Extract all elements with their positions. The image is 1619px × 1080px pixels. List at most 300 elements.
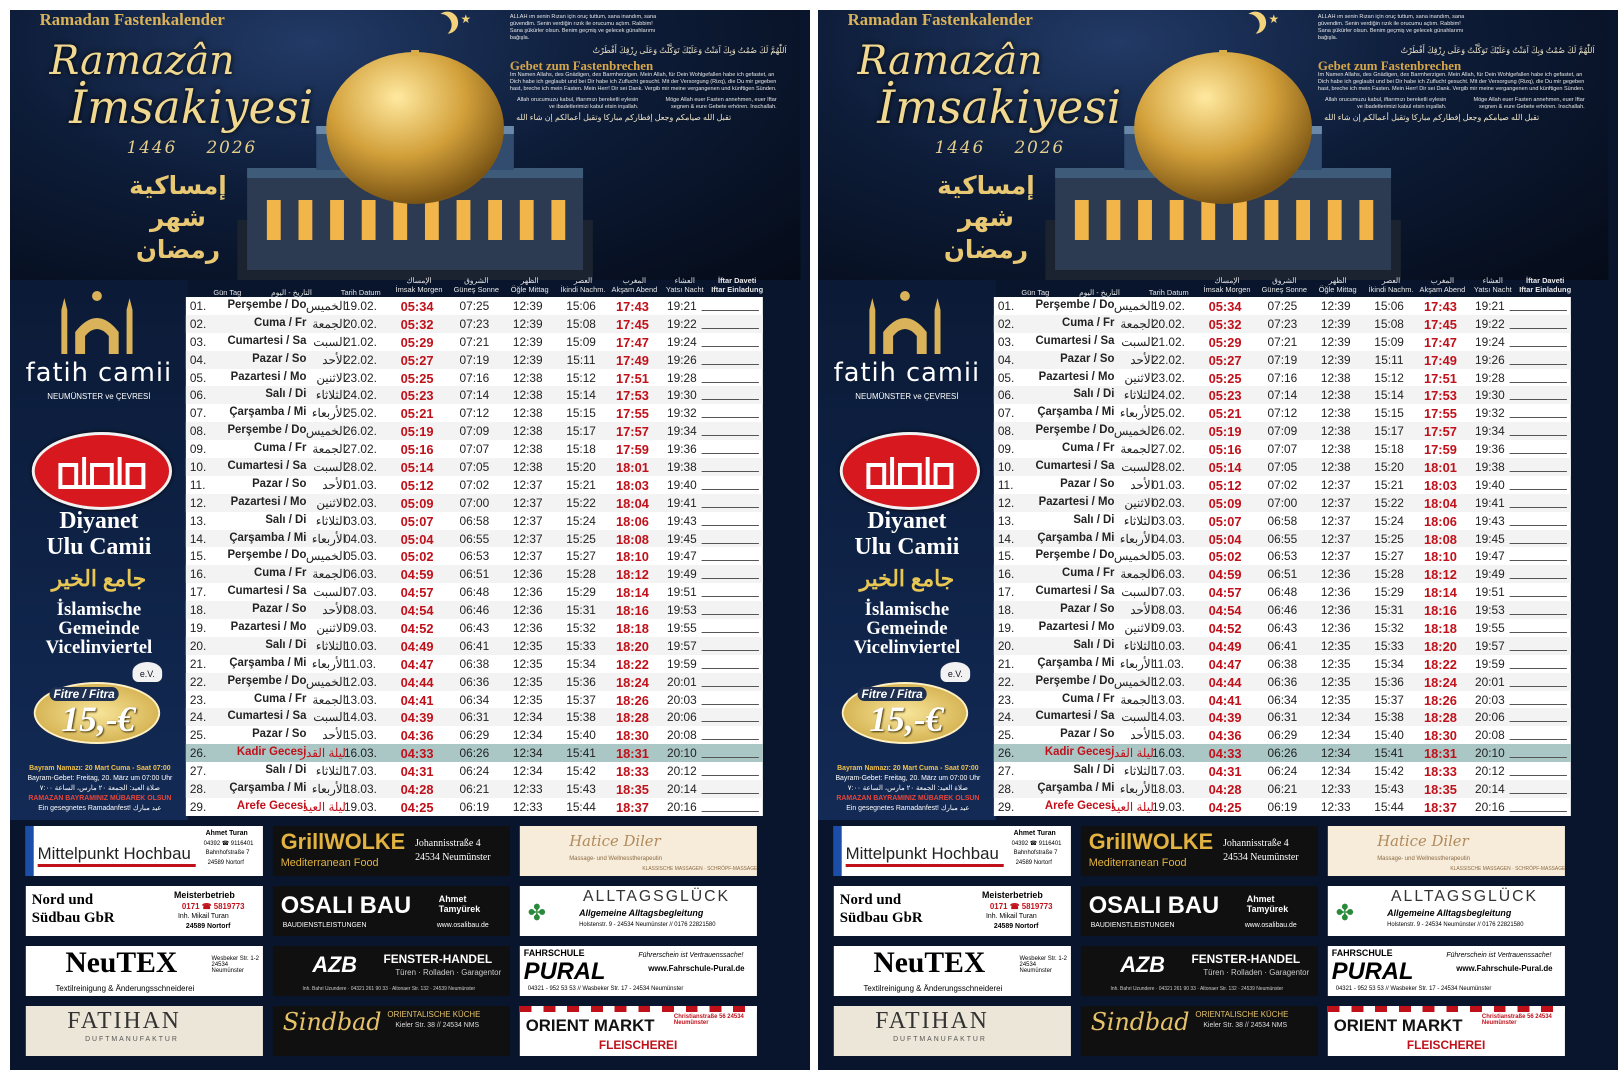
- cell-imsak: 04:52: [400, 621, 434, 637]
- note-greeting-de: Ein gesegnetes Ramadanfest! عيد مبارك: [38, 805, 162, 812]
- table-row: [186, 530, 763, 548]
- cell-yatsi: 20:01: [667, 674, 697, 689]
- cell-aksam: 18:20: [1424, 638, 1457, 654]
- cell-yatsi: 19:22: [1475, 316, 1505, 331]
- cell-aksam: 17:47: [1424, 334, 1457, 350]
- col-imsak: [1199, 276, 1254, 294]
- crescent-moon-icon: [427, 11, 455, 39]
- cell-yatsi: 20:16: [667, 799, 697, 814]
- cell-ogle: 12:38: [512, 388, 543, 403]
- table-row: [186, 798, 763, 816]
- iftar-invitation-line: [1510, 328, 1567, 329]
- cell-ikindi: 15:21: [566, 477, 596, 492]
- cell-yatsi: 19:53: [1475, 603, 1505, 618]
- note-bayram-de: Bayram-Gebet: Freitag, 20. März um 07:00 Uhr: [835, 775, 981, 782]
- cell-yatsi: 19:57: [1475, 638, 1505, 653]
- cell-gunes: 06:29: [1267, 728, 1298, 743]
- table-row: [994, 744, 1571, 762]
- cell-ikindi: 15:21: [1374, 477, 1404, 492]
- ad6-sub: Allgemeine Alltagsbegleitung: [579, 908, 704, 918]
- table-row: [186, 744, 763, 762]
- cell-day-ar: الثلاثاء: [315, 764, 346, 779]
- fitre-badge: [842, 682, 968, 744]
- ad8-name: AZB: [312, 952, 358, 977]
- cell-day: Cumartesi / Sa: [1035, 710, 1115, 723]
- cell-imsak: 05:19: [400, 424, 434, 440]
- cell-ikindi: 15:37: [566, 692, 596, 707]
- cell-yatsi: 19:59: [1475, 656, 1505, 671]
- cell-gunes: 06:24: [1267, 764, 1298, 779]
- bayram-notes: [820, 764, 996, 814]
- cell-num: 23.: [189, 692, 207, 707]
- cell-yatsi: 19:47: [1475, 549, 1505, 564]
- ad-grillwolke: [1081, 826, 1318, 876]
- ad6-addr: Holstenstr. 9 - 24534 Neumünster // 0176 22821580: [1387, 922, 1524, 928]
- cell-num: 26.: [997, 746, 1015, 761]
- ad5-person: Ahmet Tamyürek: [438, 894, 481, 914]
- table-row: [186, 691, 763, 709]
- iftar-invitation-line: [1510, 543, 1567, 544]
- cell-day-ar: الثلاثاء: [315, 388, 346, 403]
- col-tarih: Tarih Datum: [340, 288, 381, 297]
- cell-date: 08.03.: [1151, 603, 1185, 618]
- iftar-invitation-line: [1510, 578, 1567, 579]
- cell-date: 27.02.: [1151, 442, 1185, 457]
- ad1-name: Mittelpunkt Hochbau: [37, 844, 191, 863]
- cell-gunes: 07:14: [459, 388, 490, 403]
- org2-name: [10, 600, 188, 657]
- ad3-name: Hatice Diler: [1377, 832, 1469, 850]
- cell-date: 17.03.: [343, 764, 377, 779]
- title-ramazan: Ramazân: [49, 38, 235, 84]
- cell-ogle: 12:37: [1320, 495, 1351, 510]
- cell-gunes: 07:07: [459, 442, 490, 457]
- cell-gunes: 06:31: [1267, 710, 1298, 725]
- cell-aksam: 18:04: [616, 495, 649, 511]
- ad2-name: GrillWOLKE: [1088, 829, 1214, 854]
- cell-ogle: 12:39: [512, 334, 543, 349]
- cell-gunes: 07:23: [459, 316, 490, 331]
- cell-aksam: 18:24: [1424, 674, 1457, 690]
- cell-aksam: 18:33: [616, 764, 649, 780]
- cell-day: Kadir Gecesi: [1044, 746, 1115, 759]
- col-yatsi-ar: العشاء: [674, 276, 695, 285]
- table-row: [186, 494, 763, 512]
- cell-day-ar: الأحد: [322, 477, 346, 492]
- mosque-location: NEUMÜNSTER ve ÇEVRESİ: [47, 392, 151, 401]
- ad4-owner: Inh. Mikail Turan: [985, 913, 1037, 920]
- ad4-owner: Inh. Mikail Turan: [177, 913, 229, 920]
- cell-gunes: 06:38: [1267, 656, 1298, 671]
- cell-day: Çarşamba / Mi: [229, 656, 307, 669]
- ev-badge: e.V.: [133, 662, 163, 682]
- cell-day-ar: الأربعاء: [311, 656, 346, 671]
- cell-ikindi: 15:40: [566, 728, 596, 743]
- cell-date: 16.03.: [1151, 746, 1185, 761]
- ad-fahrschule-pural: [520, 946, 757, 996]
- cell-imsak: 05:07: [400, 513, 434, 529]
- title-ramazan: Ramazân: [857, 38, 1043, 84]
- cell-gunes: 06:19: [459, 799, 490, 814]
- ad7-name: NeuTEX: [873, 946, 986, 979]
- cell-day-ar: الجمعة: [1120, 316, 1154, 331]
- col-aksam-label: Akşam Abend: [611, 285, 658, 294]
- arabic-title-line1: إمساكية: [937, 171, 1035, 200]
- ad4-name2: Südbau GbR: [839, 910, 923, 926]
- cell-ogle: 12:34: [1320, 710, 1351, 725]
- table-row: [186, 619, 763, 637]
- cell-gunes: 07:21: [459, 334, 490, 349]
- iftar-invitation-line: [702, 811, 759, 812]
- ad5-sub: BAUDIENSTLEISTUNGEN: [1090, 922, 1175, 929]
- ad2-name: GrillWOLKE: [280, 829, 406, 854]
- ad9-title: FAHRSCHULE: [1331, 948, 1393, 958]
- cell-imsak: 05:09: [1208, 495, 1242, 511]
- cell-num: 17.: [189, 585, 207, 600]
- table-row: [994, 494, 1571, 512]
- org-name-arabic: جامع الخير: [51, 566, 147, 591]
- cell-date: 19.03.: [343, 799, 377, 814]
- cell-imsak: 05:09: [400, 495, 434, 511]
- cell-day: Pazartesi / Mo: [230, 370, 307, 383]
- cell-yatsi: 19:36: [667, 442, 697, 457]
- cell-num: 17.: [997, 585, 1015, 600]
- ad12-addr: Christianstraße 56 24534 Neumünster: [1481, 1014, 1552, 1026]
- cell-ikindi: 15:36: [1374, 674, 1404, 689]
- cell-num: 14.: [189, 531, 207, 546]
- cell-day: Arefe Gecesi: [236, 799, 307, 812]
- cell-day-ar: الاثنين: [316, 621, 346, 636]
- cell-aksam: 18:18: [1424, 621, 1457, 637]
- cell-ogle: 12:36: [1320, 621, 1351, 636]
- cell-ogle: 12:37: [1320, 531, 1351, 546]
- cell-imsak: 04:36: [400, 728, 434, 744]
- table-row: [994, 530, 1571, 548]
- iftar-invitation-line: [1510, 489, 1567, 490]
- cell-ikindi: 15:32: [1374, 621, 1404, 636]
- table-row: [186, 762, 763, 780]
- ad-hatice-diler: [520, 826, 757, 876]
- cell-ogle: 12:37: [1320, 477, 1351, 492]
- table-row: [186, 547, 763, 565]
- cell-ogle: 12:38: [1320, 424, 1351, 439]
- table-row: [994, 297, 1571, 315]
- cell-ogle: 12:36: [512, 585, 543, 600]
- cell-day: Cuma / Fr: [1061, 442, 1115, 455]
- cell-day: Kadir Gecesi: [236, 746, 307, 759]
- cell-num: 29.: [189, 799, 207, 814]
- cell-aksam: 18:14: [1424, 585, 1457, 601]
- cell-ikindi: 15:43: [1374, 782, 1404, 797]
- cell-ogle: 12:38: [1320, 460, 1351, 475]
- cell-ikindi: 15:18: [566, 442, 596, 457]
- ad8-owner: Inh. Bahri Uzundere · 04321 261 90 33 · Altonaer Str. 132 · 24539 Neumünster: [302, 986, 476, 992]
- table-row: [186, 315, 763, 333]
- cell-day: Salı / Di: [1073, 513, 1115, 526]
- cell-num: 13.: [997, 513, 1015, 528]
- cell-ogle: 12:34: [512, 764, 543, 779]
- cell-ogle: 12:36: [1320, 585, 1351, 600]
- cell-day: Pazar / So: [252, 477, 307, 490]
- cell-day: Cumartesi / Sa: [227, 460, 307, 473]
- col-ogle-label: Öğle Mittag: [510, 285, 549, 294]
- col-tarih-ar: التاريخ - اليوم: [1079, 288, 1120, 297]
- table-row: [186, 565, 763, 583]
- cell-day-ar: الأربعاء: [1119, 406, 1154, 421]
- cell-day-ar: الأربعاء: [1119, 656, 1154, 671]
- cell-date: 26.02.: [1151, 424, 1185, 439]
- ad9-title: FAHRSCHULE: [523, 948, 585, 958]
- ad7-sub: Textilreinigung & Änderungsschneiderei: [863, 984, 1003, 993]
- cell-aksam: 17:45: [1424, 316, 1457, 332]
- cell-imsak: 04:54: [1208, 603, 1242, 619]
- org-name-line1: Diyanet: [59, 508, 139, 534]
- cell-day: Pazartesi / Mo: [1038, 621, 1115, 634]
- cell-aksam: 17:59: [1424, 442, 1457, 458]
- fitre-value: 15,-€: [869, 699, 944, 739]
- cell-yatsi: 19:30: [667, 388, 697, 403]
- cell-date: 12.03.: [343, 674, 377, 689]
- cell-day-ar: الاثنين: [1124, 621, 1154, 636]
- cell-date: 10.03.: [343, 638, 377, 653]
- cell-imsak: 05:21: [400, 406, 434, 422]
- cell-aksam: 17:57: [616, 424, 649, 440]
- cell-day: Salı / Di: [1073, 388, 1115, 401]
- cell-day: Pazartesi / Mo: [1038, 495, 1115, 508]
- ad9-name: PURAL: [1331, 958, 1414, 985]
- ad7-name: NeuTEX: [65, 946, 178, 979]
- cell-yatsi: 19:26: [667, 352, 697, 367]
- fitre-value: 15,-€: [61, 699, 136, 739]
- ad4-title: Meisterbetrieb: [982, 890, 1043, 900]
- cell-imsak: 05:27: [400, 352, 434, 368]
- iftar-invitation-line: [702, 560, 759, 561]
- cell-yatsi: 19:34: [667, 424, 697, 439]
- cell-yatsi: 20:06: [1475, 710, 1505, 725]
- cell-ikindi: 15:15: [566, 406, 596, 421]
- table-row: [186, 512, 763, 530]
- cell-day: Çarşamba / Mi: [1037, 531, 1115, 544]
- cell-gunes: 06:48: [1267, 585, 1298, 600]
- cell-day-ar: الاثنين: [316, 370, 346, 385]
- iftar-invitation-line: [1510, 793, 1567, 794]
- cell-aksam: 18:08: [1424, 531, 1457, 547]
- cell-day-ar: الأحد: [322, 352, 346, 367]
- cell-date: 27.02.: [343, 442, 377, 457]
- cell-day-ar: السبت: [313, 585, 346, 600]
- cell-ogle: 12:39: [1320, 334, 1351, 349]
- iftar-invitation-line: [1510, 686, 1567, 687]
- cell-ikindi: 15:38: [1374, 710, 1404, 725]
- cell-date: 22.02.: [1151, 352, 1185, 367]
- cell-ikindi: 15:34: [566, 656, 596, 671]
- ad-hatice-diler: [1328, 826, 1565, 876]
- cell-day: Salı / Di: [1073, 764, 1115, 777]
- cell-ogle: 12:34: [1320, 764, 1351, 779]
- cell-yatsi: 19:36: [1475, 442, 1505, 457]
- cell-ikindi: 15:28: [1374, 567, 1404, 582]
- cell-gunes: 06:34: [1267, 692, 1298, 707]
- cell-ikindi: 15:14: [566, 388, 596, 403]
- cell-day: Cuma / Fr: [253, 567, 307, 580]
- ad10-sub: DUFTMANUFAKTUR: [893, 1036, 987, 1043]
- cell-aksam: 18:20: [616, 638, 649, 654]
- cell-gunes: 07:19: [459, 352, 490, 367]
- cell-aksam: 17:51: [1424, 370, 1457, 386]
- cell-ikindi: 15:41: [1374, 746, 1404, 761]
- cell-num: 04.: [189, 352, 207, 367]
- cell-num: 12.: [189, 495, 207, 510]
- ad-neutex: [834, 946, 1071, 996]
- cell-day: Cumartesi / Sa: [1035, 334, 1115, 347]
- ad12-name: ORIENT MARKT: [1333, 1016, 1463, 1035]
- iftar-invitation-line: [1510, 471, 1567, 472]
- ad8-owner: Inh. Bahri Uzundere · 04321 261 90 33 · Altonaer Str. 132 · 24539 Neumünster: [1110, 986, 1284, 992]
- cell-yatsi: 19:45: [667, 531, 697, 546]
- iftar-invitation-line: [1510, 417, 1567, 418]
- cell-ikindi: 15:25: [566, 531, 596, 546]
- cell-aksam: 18:18: [616, 621, 649, 637]
- ad1-city: 24589 Nortorf: [207, 860, 244, 866]
- col-ogle-ar: الظهر: [520, 276, 539, 285]
- cell-num: 28.: [189, 782, 207, 797]
- cell-date: 05.03.: [343, 549, 377, 564]
- cell-num: 20.: [189, 638, 207, 653]
- fitre-badge: [34, 682, 160, 744]
- iftar-invitation-line: [1510, 632, 1567, 633]
- cell-aksam: 18:22: [1424, 656, 1457, 672]
- ad1-street: Bahnhofstraße 7: [205, 850, 250, 856]
- table-row: [186, 333, 763, 351]
- cell-imsak: 04:31: [400, 764, 434, 780]
- cell-aksam: 17:53: [1424, 388, 1457, 404]
- cell-gunes: 07:25: [1267, 299, 1298, 313]
- mosque-name: fatih camii: [25, 358, 173, 388]
- cell-day: Salı / Di: [265, 513, 307, 526]
- cell-date: 14.03.: [1151, 710, 1185, 725]
- cell-imsak: 04:57: [1208, 585, 1242, 601]
- cell-date: 25.02.: [1151, 406, 1185, 421]
- cell-ogle: 12:38: [512, 442, 543, 457]
- cell-day-ar: الأحد: [1130, 477, 1154, 492]
- cell-day: Perşembe / Do: [1035, 674, 1115, 687]
- ditib-logo: [32, 432, 172, 510]
- cell-num: 27.: [997, 764, 1015, 779]
- cell-gunes: 06:41: [1267, 638, 1298, 653]
- iftar-invitation-line: [1510, 811, 1567, 812]
- cell-ikindi: 15:17: [566, 424, 596, 439]
- ad1-phone: 04392 ☎ 9116401: [1011, 841, 1062, 847]
- iftar-invitation-line: [1510, 614, 1567, 615]
- cell-ogle: 12:37: [512, 513, 543, 528]
- col-gunes: [1259, 276, 1310, 294]
- cell-yatsi: 20:03: [667, 692, 697, 707]
- iftar-invitation-line: [1510, 507, 1567, 508]
- cell-ogle: 12:39: [512, 299, 543, 313]
- iftar-invitation-line: [702, 310, 759, 311]
- cell-gunes: 06:38: [459, 656, 490, 671]
- cell-ogle: 12:35: [512, 656, 543, 671]
- cell-imsak: 04:41: [1208, 692, 1242, 708]
- iftar-invitation-line: [1510, 382, 1567, 383]
- cell-imsak: 05:16: [1208, 442, 1242, 458]
- cell-imsak: 04:44: [1208, 674, 1242, 690]
- cell-date: 18.03.: [343, 782, 377, 797]
- cell-ogle: 12:33: [1320, 782, 1351, 797]
- cell-num: 28.: [997, 782, 1015, 797]
- cell-yatsi: 20:14: [667, 782, 697, 797]
- table-row: [994, 798, 1571, 816]
- cell-ogle: 12:36: [1320, 603, 1351, 618]
- iftar-invitation-line: [1510, 364, 1567, 365]
- cell-day-ar: السبت: [1121, 460, 1154, 475]
- cell-day: Cuma / Fr: [1061, 316, 1115, 329]
- ad9-web: www.Fahrschule-Pural.de: [1456, 964, 1553, 973]
- ad-osali-bau: [273, 886, 510, 936]
- cell-day: Perşembe / Do: [227, 674, 307, 687]
- ad7-addr: Wesbeker Str. 1-2 24534 Neumünster: [211, 956, 259, 974]
- cell-ogle: 12:33: [512, 782, 543, 797]
- cell-gunes: 06:48: [459, 585, 490, 600]
- cell-gunes: 07:05: [459, 460, 490, 475]
- cell-day: Cuma / Fr: [253, 692, 307, 705]
- table-row: [994, 673, 1571, 691]
- ad12-name: ORIENT MARKT: [525, 1016, 655, 1035]
- iftar-invitation-line: [1510, 399, 1567, 400]
- cell-aksam: 17:49: [616, 352, 649, 368]
- cell-yatsi: 19:40: [1475, 477, 1505, 492]
- cell-yatsi: 19:40: [667, 477, 697, 492]
- cell-ogle: 12:36: [512, 621, 543, 636]
- cell-date: 25.02.: [343, 406, 377, 421]
- cell-ikindi: 15:40: [1374, 728, 1404, 743]
- cell-day-ar: السبت: [1121, 585, 1154, 600]
- cell-day-ar: الأربعاء: [311, 531, 346, 546]
- cell-day: Çarşamba / Mi: [1037, 406, 1115, 419]
- iftar-invitation-line: [702, 543, 759, 544]
- cell-day-ar: الخميس: [1113, 424, 1154, 439]
- cell-yatsi: 20:08: [667, 728, 697, 743]
- blessing-tr: Allah orucumuzu kabul, iftarımızı bereketli eylesin ve ibadetlerimizi kabul etsin inşallah.: [517, 97, 639, 110]
- cell-gunes: 07:16: [1267, 370, 1298, 385]
- cell-imsak: 05:29: [400, 334, 434, 350]
- cell-num: 26.: [189, 746, 207, 761]
- cell-yatsi: 19:22: [667, 316, 697, 331]
- ad6-addr: Holstenstr. 9 - 24534 Neumünster // 0176 22821580: [579, 922, 716, 928]
- cell-day: Cumartesi / Sa: [1035, 585, 1115, 598]
- ad3-sub: Massage- und Wellnesstherapeutin: [1377, 856, 1471, 862]
- cell-num: 22.: [997, 674, 1015, 689]
- cell-date: 15.03.: [343, 728, 377, 743]
- cell-date: 14.03.: [343, 710, 377, 725]
- ad2-sub: Mediterranean Food: [280, 857, 379, 869]
- iftar-invitation-line: [1510, 650, 1567, 651]
- cell-num: 21.: [189, 656, 207, 671]
- cell-aksam: 18:35: [616, 782, 649, 798]
- cell-num: 19.: [189, 621, 207, 636]
- cell-day: Perşembe / Do: [227, 424, 307, 437]
- cell-day: Pazar / So: [252, 603, 307, 616]
- cell-yatsi: 19:53: [667, 603, 697, 618]
- cell-ikindi: 15:38: [566, 710, 596, 725]
- ad4-name2: Südbau GbR: [31, 910, 115, 926]
- note-bayram-tr: Bayram Namazı: 20 Mart Cuma - Saat 07:00: [837, 765, 979, 772]
- cell-imsak: 05:02: [400, 549, 434, 565]
- cell-gunes: 07:09: [459, 424, 490, 439]
- ad8-name: AZB: [1120, 952, 1166, 977]
- table-row: [186, 404, 763, 422]
- cell-ikindi: 15:29: [1374, 585, 1404, 600]
